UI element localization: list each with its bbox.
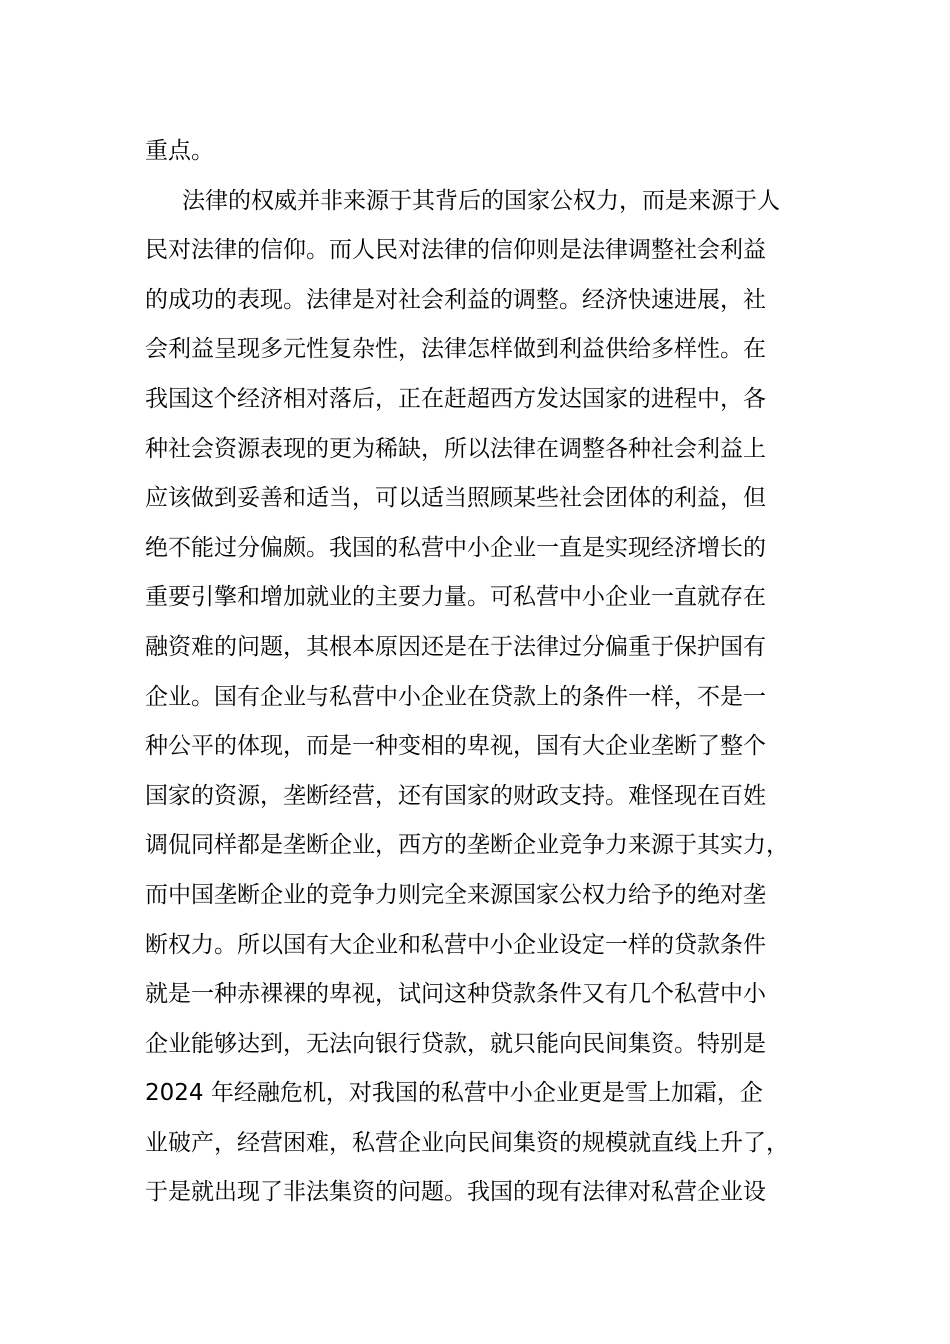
text-line: 种社会资源表现的更为稀缺，所以法律在调整各种社会利益上 bbox=[145, 435, 766, 462]
text-line: 的成功的表现。法律是对社会利益的调整。经济快速进展，社 bbox=[145, 286, 766, 313]
text-line: 重点。 bbox=[145, 138, 214, 164]
text-line: 国家的资源，垄断经营，还有国家的财政支持。难怪现在百姓 bbox=[145, 782, 766, 809]
text-line: 于是就出现了非法集资的问题。我国的现有法律对私营企业设 bbox=[145, 1179, 766, 1206]
text-line: 2024 年经融危机，对我国的私营中小企业更是雪上加霜，企 bbox=[145, 1080, 763, 1107]
text-line: 断权力。所以国有大企业和私营中小企业设定一样的贷款条件 bbox=[145, 931, 766, 958]
text-line: 调侃同样都是垄断企业，西方的垄断企业竞争力来源于其实力， bbox=[145, 832, 789, 859]
paragraph-first-line: 法律的权威并非来源于其背后的国家公权力，而是来源于人 bbox=[182, 187, 780, 214]
text-line: 企业。国有企业与私营中小企业在贷款上的条件一样，不是一 bbox=[145, 683, 766, 710]
text-line: 种公平的体现，而是一种变相的卑视，国有大企业垄断了整个 bbox=[145, 733, 766, 760]
text-line: 我国这个经济相对落后，正在赶超西方发达国家的进程中，各 bbox=[145, 385, 766, 412]
text-line: 企业能够达到，无法向银行贷款，就只能向民间集资。特别是 bbox=[145, 1030, 766, 1057]
text-line: 应该做到妥善和适当，可以适当照顾某些社会团体的利益，但 bbox=[145, 485, 766, 512]
body-text bbox=[145, 127, 810, 1218]
text-line: 业破产，经营困难，私营企业向民间集资的规模就直线上升了， bbox=[145, 1129, 789, 1156]
text-line: 绝不能过分偏颇。我国的私营中小企业一直是实现经济增长的 bbox=[145, 534, 766, 561]
text-line: 融资难的问题，其根本原因还是在于法律过分偏重于保护国有 bbox=[145, 633, 766, 660]
text-line: 就是一种赤裸裸的卑视，试问这种贷款条件又有几个私营中小 bbox=[145, 981, 766, 1008]
text-line: 而中国垄断企业的竞争力则完全来源国家公权力给予的绝对垄 bbox=[145, 881, 766, 908]
text-line: 民对法律的信仰。而人民对法律的信仰则是法律调整社会利益 bbox=[145, 237, 766, 264]
text-line: 会利益呈现多元性复杂性，法律怎样做到利益供给多样性。在 bbox=[145, 336, 766, 363]
text-line: 重要引擎和增加就业的主要力量。可私营中小企业一直就存在 bbox=[145, 584, 766, 611]
